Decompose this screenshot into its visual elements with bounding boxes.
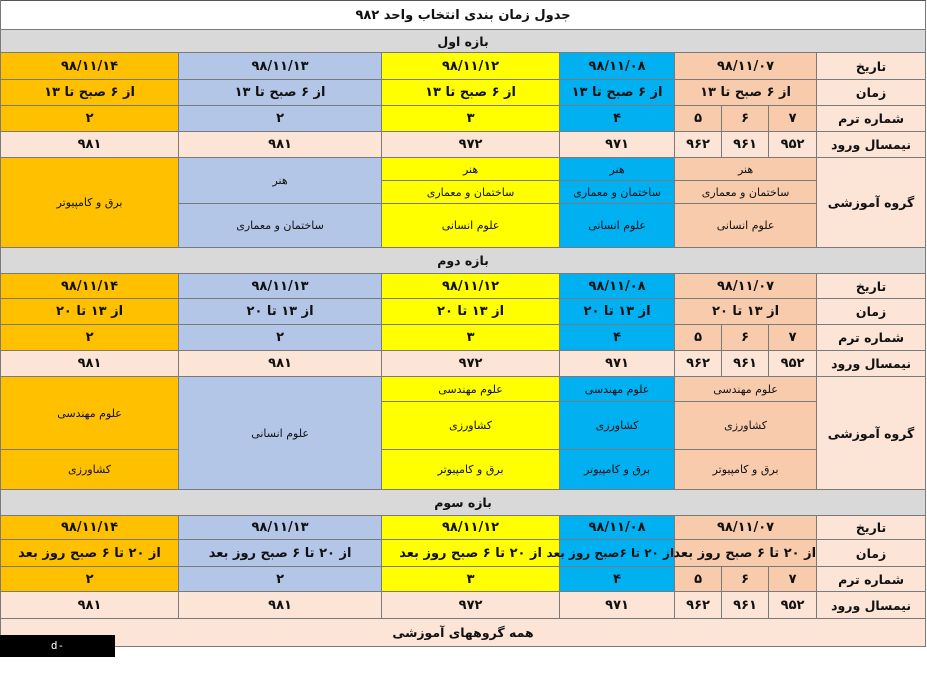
term-value: ۴ (560, 567, 675, 592)
date-day3: ۹۸/۱۱/۱۲ (382, 53, 560, 80)
date-day2: ۹۸/۱۱/۰۸ (560, 274, 675, 299)
group-item: علوم انسانی (560, 204, 675, 248)
group-item: علوم مهندسی (675, 377, 817, 402)
date-day3: ۹۸/۱۱/۱۲ (382, 274, 560, 299)
period-1-header: بازه اول (1, 30, 926, 53)
group-item: هنر (179, 158, 382, 204)
entry-value: ۹۵۲ (769, 132, 817, 158)
time-day3: از ۲۰ تا ۶ صبح روز بعد (382, 540, 560, 567)
term-value: ۵ (675, 106, 722, 132)
label-time: زمان (817, 80, 926, 106)
group-item: برق و کامپیوتر (560, 450, 675, 490)
date-day5: ۹۸/۱۱/۱۴ (1, 274, 179, 299)
group-item: کشاورزی (1, 450, 179, 490)
group-item: ساختمان و معماری (179, 204, 382, 248)
time-day5: از ۱۳ تا ۲۰ (1, 299, 179, 325)
label-date: تاریخ (817, 53, 926, 80)
all-groups-footer: همه گروههای آموزشی (1, 619, 926, 647)
term-value: ۲ (179, 106, 382, 132)
date-day2: ۹۸/۱۱/۰۸ (560, 53, 675, 80)
entry-value: ۹۵۲ (769, 592, 817, 619)
date-day4: ۹۸/۱۱/۱۳ (179, 516, 382, 540)
group-item: ساختمان و معماری (382, 181, 560, 204)
page-title: جدول زمان بندی انتخاب واحد ۹۸۲ (1, 1, 926, 30)
time-day2: از ۶ صبح تا ۱۳ (560, 80, 675, 106)
date-day1: ۹۸/۱۱/۰۷ (675, 53, 817, 80)
term-value: ۲ (1, 325, 179, 351)
group-item: علوم انسانی (382, 204, 560, 248)
time-day3: از ۶ صبح تا ۱۳ (382, 80, 560, 106)
date-day1: ۹۸/۱۱/۰۷ (675, 274, 817, 299)
entry-value: ۹۶۲ (675, 132, 722, 158)
label-entry: نیمسال ورود (817, 132, 926, 158)
entry-value: ۹۶۱ (722, 351, 769, 377)
time-day3: از ۱۳ تا ۲۰ (382, 299, 560, 325)
entry-value: ۹۸۱ (1, 132, 179, 158)
date-day4: ۹۸/۱۱/۱۳ (179, 53, 382, 80)
time-day4: از ۱۳ تا ۲۰ (179, 299, 382, 325)
label-term: شماره ترم (817, 567, 926, 592)
label-date: تاریخ (817, 516, 926, 540)
group-item: علوم مهندسی (382, 377, 560, 402)
entry-value: ۹۷۱ (560, 132, 675, 158)
group-item: علوم مهندسی (1, 377, 179, 450)
time-day2: از ۲۰ تا ۶صبح روز بعد (560, 540, 675, 567)
label-time: زمان (817, 299, 926, 325)
entry-value: ۹۵۲ (769, 351, 817, 377)
date-day5: ۹۸/۱۱/۱۴ (1, 516, 179, 540)
group-item: کشاورزی (382, 402, 560, 450)
group-item: علوم مهندسی (560, 377, 675, 402)
time-day5: از ۲۰ تا ۶ صبح روز بعد (1, 540, 179, 567)
entry-value: ۹۶۲ (675, 592, 722, 619)
term-value: ۲ (179, 325, 382, 351)
label-entry: نیمسال ورود (817, 351, 926, 377)
time-day4: از ۶ صبح تا ۱۳ (179, 80, 382, 106)
entry-value: ۹۷۱ (560, 592, 675, 619)
group-item: برق و کامپیوتر (675, 450, 817, 490)
group-item: کشاورزی (560, 402, 675, 450)
group-item: برق و کامپیوتر (1, 158, 179, 248)
term-value: ۳ (382, 567, 560, 592)
group-item: کشاورزی (675, 402, 817, 450)
group-item: علوم انسانی (179, 377, 382, 490)
time-day2: از ۱۳ تا ۲۰ (560, 299, 675, 325)
term-value: ۷ (769, 567, 817, 592)
time-day1: از ۲۰ تا ۶ صبح روز بعد (675, 540, 817, 567)
label-group: گروه آموزشی (817, 158, 926, 248)
date-day1: ۹۸/۱۱/۰۷ (675, 516, 817, 540)
term-value: ۵ (675, 325, 722, 351)
period-2-header: بازه دوم (1, 248, 926, 274)
term-value: ۲ (179, 567, 382, 592)
term-value: ۵ (675, 567, 722, 592)
entry-value: ۹۷۲ (382, 132, 560, 158)
date-day2: ۹۸/۱۱/۰۸ (560, 516, 675, 540)
entry-value: ۹۸۱ (179, 592, 382, 619)
group-item: ساختمان و معماری (560, 181, 675, 204)
term-value: ۶ (722, 567, 769, 592)
group-item: ساختمان و معماری (675, 181, 817, 204)
term-value: ۶ (722, 106, 769, 132)
entry-value: ۹۸۱ (1, 351, 179, 377)
label-entry: نیمسال ورود (817, 592, 926, 619)
entry-value: ۹۸۱ (179, 351, 382, 377)
entry-value: ۹۸۱ (1, 592, 179, 619)
term-value: ۷ (769, 106, 817, 132)
date-day5: ۹۸/۱۱/۱۴ (1, 53, 179, 80)
entry-value: ۹۸۱ (179, 132, 382, 158)
group-item: هنر (382, 158, 560, 181)
label-group: گروه آموزشی (817, 377, 926, 490)
group-item: برق و کامپیوتر (382, 450, 560, 490)
entry-value: ۹۶۲ (675, 351, 722, 377)
entry-value: ۹۷۱ (560, 351, 675, 377)
term-value: ۲ (1, 567, 179, 592)
term-value: ۶ (722, 325, 769, 351)
time-day4: از ۲۰ تا ۶ صبح روز بعد (179, 540, 382, 567)
term-value: ۴ (560, 106, 675, 132)
date-day4: ۹۸/۱۱/۱۳ (179, 274, 382, 299)
label-term: شماره ترم (817, 325, 926, 351)
label-time: زمان (817, 540, 926, 567)
term-value: ۲ (1, 106, 179, 132)
term-value: ۳ (382, 106, 560, 132)
entry-value: ۹۶۱ (722, 592, 769, 619)
group-item: هنر (560, 158, 675, 181)
label-date: تاریخ (817, 274, 926, 299)
time-day5: از ۶ صبح تا ۱۳ (1, 80, 179, 106)
group-item: علوم انسانی (675, 204, 817, 248)
time-day1: از ۶ صبح تا ۱۳ (675, 80, 817, 106)
term-value: ۷ (769, 325, 817, 351)
entry-value: ۹۷۲ (382, 351, 560, 377)
period-3-header: بازه سوم (1, 490, 926, 516)
site-watermark: d-bushehr.nus.ac.ir (0, 635, 115, 657)
time-day1: از ۱۳ تا ۲۰ (675, 299, 817, 325)
date-day3: ۹۸/۱۱/۱۲ (382, 516, 560, 540)
group-item: هنر (675, 158, 817, 181)
entry-value: ۹۶۱ (722, 132, 769, 158)
term-value: ۳ (382, 325, 560, 351)
entry-value: ۹۷۲ (382, 592, 560, 619)
term-value: ۴ (560, 325, 675, 351)
label-term: شماره ترم (817, 106, 926, 132)
